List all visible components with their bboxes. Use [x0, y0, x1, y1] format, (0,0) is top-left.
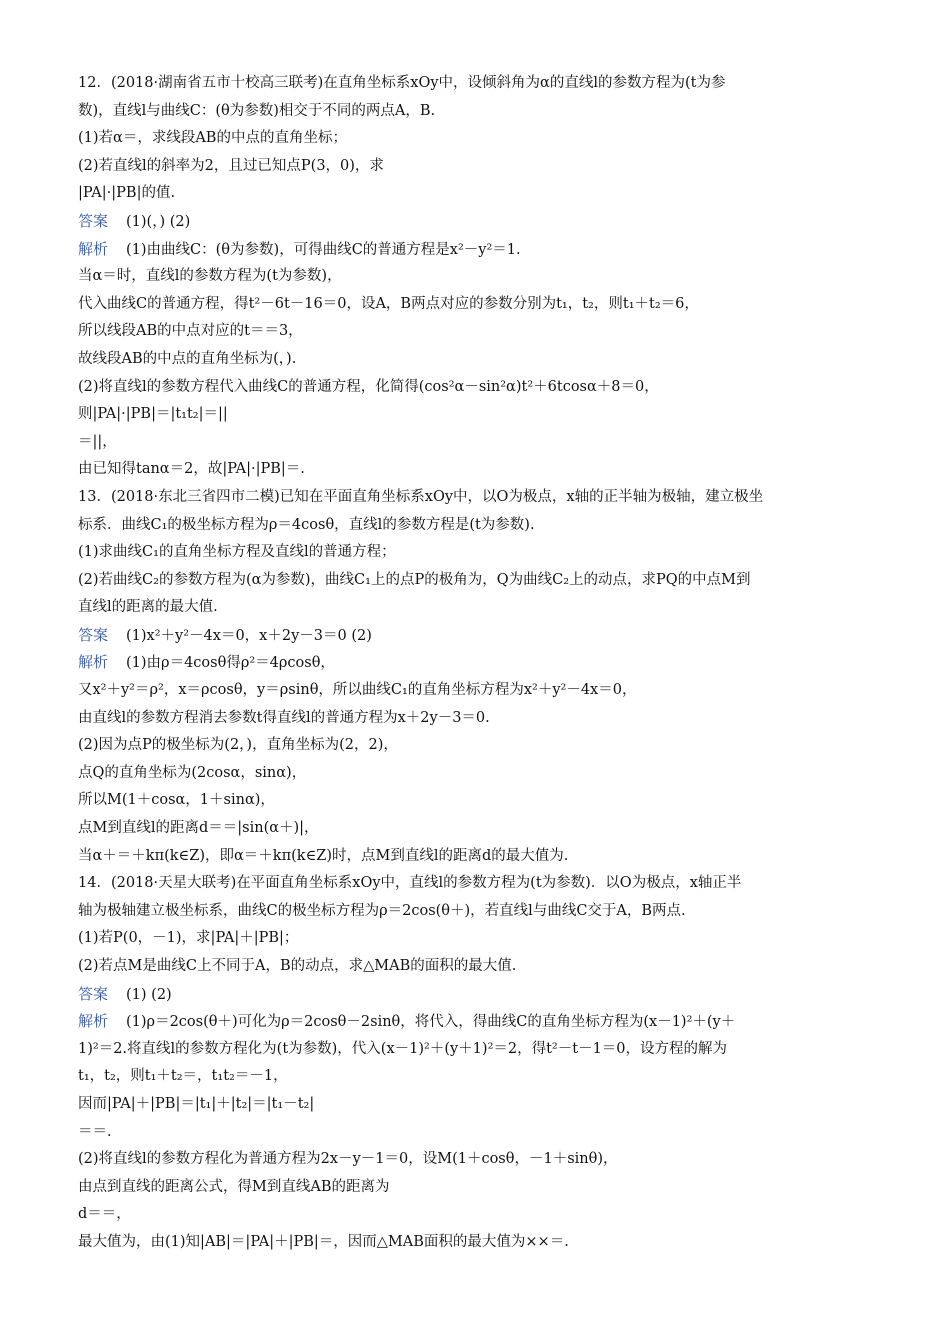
line-text: 所以线段AB的中点对应的t＝＝3，	[78, 323, 303, 340]
text-line	[78, 870, 878, 898]
text-line	[78, 263, 878, 291]
line-text: 1)²＝2.将直线l的参数方程化为(t为参数)，代入(x－1)²＋(y＋1)²＝2，得t²－t－1＝0，设方程的解为	[78, 1040, 728, 1057]
line-text: d＝＝，	[78, 1206, 131, 1223]
line-text: 由已知得tanα＝2，故|PA|·|PB|＝.	[78, 461, 305, 478]
text-line	[78, 567, 878, 595]
text-line	[78, 677, 878, 705]
text-line	[78, 1229, 878, 1257]
text-line	[78, 898, 878, 926]
line-text: 数)，直线l与曲线C：(θ为参数)相交于不同的两点A，B.	[78, 102, 436, 119]
line-text: 故线段AB的中点的直角坐标为(，).	[78, 350, 297, 367]
line-text: (1)(，) (2)	[126, 213, 191, 230]
text-line	[78, 1063, 878, 1091]
line-text: 最大值为，由(1)知|AB|＝|PA|＋|PB|＝，因而△MAB面积的最大值为××＝.	[78, 1233, 569, 1250]
line-text: (1) (2)	[126, 986, 172, 1003]
line-text: 14．(2018·天星大联考)在平面直角坐标系xOy中，直线l的参数方程为(t为参数)．以O为极点，x轴正半	[78, 875, 742, 892]
text-line	[78, 705, 878, 733]
line-text: (1)由曲线C：(θ为参数)，可得曲线C的普通方程是x²－y²＝1.	[126, 241, 521, 258]
text-line	[78, 125, 878, 153]
text-line	[78, 346, 878, 374]
text-line	[78, 732, 878, 760]
line-text: 12．(2018·湖南省五市十校高三联考)在直角坐标系xOy中，设倾斜角为α的直线l的参数方程为(t为参	[78, 75, 726, 91]
line-text: (2)将直线l的参数方程化为普通方程为2x－y－1＝0，设M(1＋cosθ，－1＋sinθ)，	[78, 1151, 618, 1168]
answer-line	[78, 981, 878, 1009]
text-line	[78, 843, 878, 871]
text-line	[78, 374, 878, 402]
text-line	[78, 70, 878, 98]
text-line	[78, 594, 878, 622]
text-line	[78, 1091, 878, 1119]
text-line	[78, 953, 878, 981]
answer-line	[78, 208, 878, 236]
line-text: ＝||，	[78, 433, 117, 450]
document-body	[78, 70, 878, 1257]
line-text: (1)若P(0，－1)，求|PA|＋|PB|；	[78, 930, 299, 947]
line-text: (2)若曲线C₂的参数方程为(α为参数)，曲线C₁上的点P的极角为，Q为曲线C₂上的动点，求PQ的中点M到	[78, 571, 751, 588]
text-line	[78, 1146, 878, 1174]
line-text: 点M到直线l的距离d＝＝|sin(α＋)|，	[78, 820, 319, 837]
line-text: (2)若直线l的斜率为2，且过已知点P(3，0)，求	[78, 157, 384, 174]
answer-label: 答案	[78, 625, 109, 644]
line-text: (2)因为点P的极坐标为(2，)，直角坐标为(2，2)，	[78, 737, 398, 754]
answer-label: 答案	[78, 984, 109, 1003]
text-line	[78, 429, 878, 457]
line-text: ＝＝.	[78, 1123, 112, 1140]
line-text: 标系．曲线C₁的极坐标方程为ρ＝4cosθ，直线l的参数方程是(t为参数).	[78, 516, 535, 533]
text-line	[78, 1201, 878, 1229]
line-text: (2)若点M是曲线C上不同于A，B的动点，求△MAB的面积的最大值.	[78, 958, 517, 974]
text-line	[78, 484, 878, 512]
text-line	[78, 1036, 878, 1064]
line-text: 则|PA|·|PB|＝|t₁t₂|＝||	[78, 406, 228, 423]
text-line	[78, 401, 878, 429]
analysis-line	[78, 1008, 878, 1036]
line-text: 代入曲线C的普通方程，得t²－6t－16＝0，设A，B两点对应的参数分别为t₁，t₂，则t₁＋t₂＝6，	[78, 295, 699, 312]
text-line	[78, 291, 878, 319]
text-line	[78, 539, 878, 567]
line-text: 所以M(1＋cosα，1＋sinα)，	[78, 792, 275, 809]
text-line	[78, 318, 878, 346]
line-text: (2)将直线l的参数方程代入曲线C的普通方程，化简得(cos²α－sin²α)t²＋6tcosα＋8＝0，	[78, 378, 659, 395]
line-text: 13．(2018·东北三省四市二模)已知在平面直角坐标系xOy中，以O为极点，x轴的正半轴为极轴，建立极坐	[78, 488, 764, 505]
line-text: t₁，t₂，则t₁＋t₂＝，t₁t₂＝－1，	[78, 1068, 288, 1085]
line-text: (1)若α＝，求线段AB的中点的直角坐标；	[78, 130, 347, 147]
text-line	[78, 925, 878, 953]
line-text: |PA|·|PB|的值.	[78, 185, 176, 202]
text-line	[78, 98, 878, 126]
text-line	[78, 180, 878, 208]
line-text: 直线l的距离的最大值.	[78, 599, 218, 616]
line-text: 当α＋＝＋kπ(k∈Z)，即α＝＋kπ(k∈Z)时，点M到直线l的距离d的最大值为.	[78, 847, 569, 864]
analysis-label: 解析	[78, 239, 109, 258]
analysis-label: 解析	[78, 1012, 109, 1031]
answer-label: 答案	[78, 211, 109, 230]
line-text: 点Q的直角坐标为(2cosα，sinα)，	[78, 764, 307, 781]
line-text: (1)由ρ＝4cosθ得ρ²＝4ρcosθ，	[126, 655, 335, 672]
line-text: 当α＝时，直线l的参数方程为(t为参数)，	[78, 268, 342, 285]
text-line	[78, 456, 878, 484]
answer-line	[78, 622, 878, 650]
text-line	[78, 153, 878, 181]
text-line	[78, 760, 878, 788]
line-text: (1)ρ＝2cos(θ＋)可化为ρ＝2cosθ－2sinθ，将代入，得曲线C的直角坐标方程为(x－1)²＋(y＋	[126, 1014, 736, 1031]
text-line	[78, 1119, 878, 1147]
line-text: 因而|PA|＋|PB|＝|t₁|＋|t₂|＝|t₁－t₂|	[78, 1095, 315, 1112]
analysis-line	[78, 236, 878, 264]
text-line	[78, 1174, 878, 1202]
line-text: (1)x²＋y²－4x＝0，x＋2y－3＝0 (2)	[126, 627, 372, 644]
text-line	[78, 787, 878, 815]
line-text: 又x²＋y²＝ρ²，x＝ρcosθ，y＝ρsinθ，所以曲线C₁的直角坐标方程为x²＋y²－4x＝0，	[78, 682, 637, 699]
analysis-line	[78, 649, 878, 677]
line-text: (1)求曲线C₁的直角坐标方程及直线l的普通方程；	[78, 544, 396, 561]
text-line	[78, 815, 878, 843]
line-text: 由点到直线的距离公式，得M到直线AB的距离为	[78, 1178, 390, 1195]
analysis-label: 解析	[78, 653, 109, 672]
line-text: 由直线l的参数方程消去参数t得直线l的普通方程为x＋2y－3＝0.	[78, 709, 490, 726]
text-line	[78, 512, 878, 540]
line-text: 轴为极轴建立极坐标系，曲线C的极坐标方程为ρ＝2cos(θ＋)，若直线l与曲线C交于A，B两点.	[78, 902, 686, 919]
